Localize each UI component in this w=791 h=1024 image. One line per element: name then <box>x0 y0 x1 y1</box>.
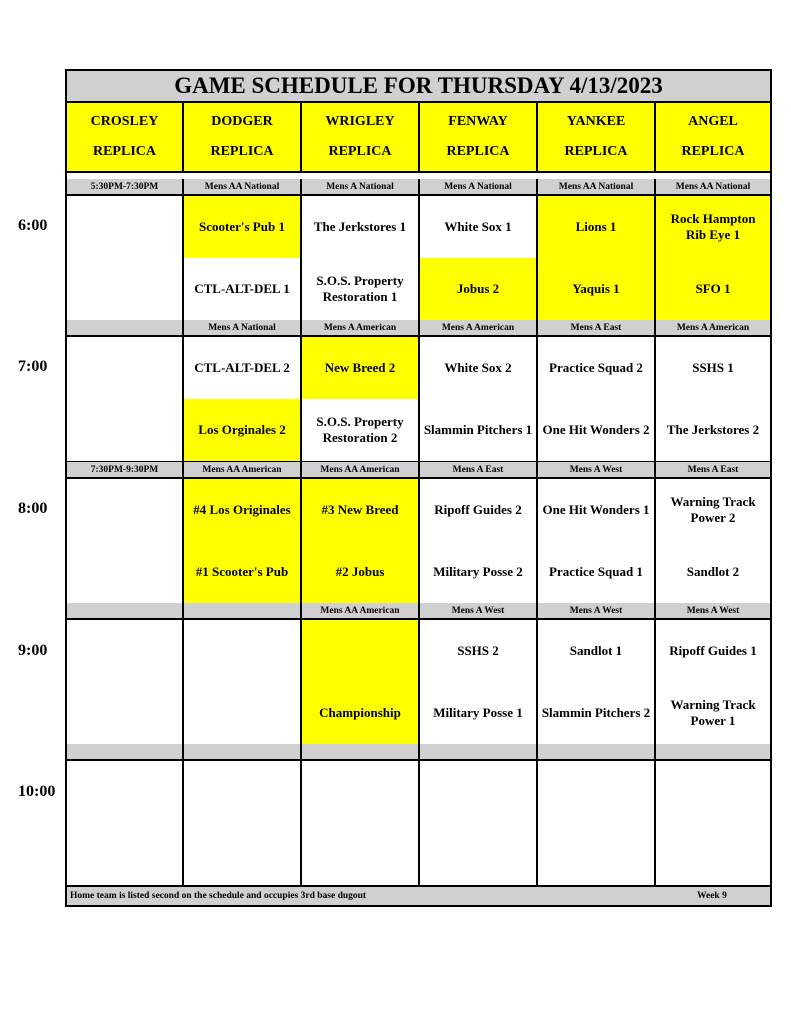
game-team-cell: New Breed 2 <box>302 337 420 399</box>
game-team-cell <box>420 761 538 823</box>
division-label <box>184 603 302 620</box>
game-team-cell: Ripoff Guides 1 <box>669 643 757 658</box>
game-team-cell <box>67 541 184 605</box>
division-label: Mens AA National <box>538 179 656 196</box>
division-label: Mens AA National <box>184 179 302 196</box>
game-team-cell <box>184 620 302 682</box>
game-team-cell <box>67 399 184 463</box>
field-header-fenway <box>420 103 538 173</box>
game-team-cell: #1 Scooter's Pub <box>184 541 302 605</box>
game-team-cell: White Sox 1 <box>420 196 538 258</box>
field-subtitle: REPLICA <box>446 144 510 159</box>
field-subtitle: REPLICA <box>328 144 392 159</box>
division-label: Mens A West <box>538 462 656 479</box>
division-label: Mens A National <box>420 179 538 196</box>
schedule-title: GAME SCHEDULE FOR THURSDAY 4/13/2023 <box>67 71 770 103</box>
game-team-cell: #3 New Breed <box>302 479 420 541</box>
game-team-cell: Military Posse 2 <box>420 541 538 605</box>
division-label <box>184 744 302 761</box>
game-team-cell: #4 Los Originales <box>184 479 302 541</box>
game-team-cell: Championship <box>302 682 420 746</box>
field-name: CROSLEY <box>90 114 159 129</box>
game-team-cell: Sandlot 2 <box>656 541 770 605</box>
field-name: DODGER <box>211 114 273 129</box>
footer-note: Home team is listed second on the schedule and occupies 3rd base dugout <box>70 891 367 901</box>
division-label: 7:30PM-9:30PM <box>67 462 184 479</box>
game-team-cell: The Jerkstores 1 <box>302 196 420 258</box>
game-team-cell <box>420 823 538 887</box>
division-label: Mens AA National <box>656 179 770 196</box>
division-label <box>67 744 184 761</box>
game-team-cell: S.O.S. Property Restoration 1 <box>302 258 420 322</box>
game-team-cell: Slammin Pitchers 1 <box>420 399 538 463</box>
game-team-cell: Rock Hampton Rib Eye 1 <box>656 196 770 258</box>
division-label: 5:30PM-7:30PM <box>67 179 184 196</box>
division-label: Mens A National <box>302 179 420 196</box>
field-name: WRIGLEY <box>325 114 395 129</box>
division-label: Mens A West <box>420 603 538 620</box>
game-team-cell <box>67 479 184 541</box>
field-subtitle: REPLICA <box>210 144 274 159</box>
division-label: Mens A East <box>656 462 770 479</box>
division-label <box>420 744 538 761</box>
time-label: 6:00 <box>18 217 48 234</box>
division-label <box>302 744 420 761</box>
time-label: 7:00 <box>18 358 48 375</box>
field-name: FENWAY <box>448 114 508 129</box>
game-team-cell <box>656 823 770 887</box>
game-team-cell: CTL-ALT-DEL 1 <box>184 258 302 322</box>
game-team-cell <box>67 620 184 682</box>
game-team-cell: One Hit Wonders 1 <box>538 479 656 541</box>
division-label: Mens AA American <box>302 603 420 620</box>
game-team-cell <box>67 196 184 258</box>
time-label: 10:00 <box>18 783 56 800</box>
field-subtitle: REPLICA <box>681 144 745 159</box>
game-team-cell: #2 Jobus <box>302 541 420 605</box>
field-name: ANGEL <box>688 114 738 129</box>
division-label: Mens A National <box>184 320 302 337</box>
field-header-yankee <box>538 103 656 173</box>
time-label: 8:00 <box>18 500 48 517</box>
game-team-cell: Yaquis 1 <box>538 258 656 322</box>
game-team-cell: Slammin Pitchers 2 <box>538 682 656 746</box>
field-subtitle: REPLICA <box>564 144 628 159</box>
division-label: Mens A American <box>656 320 770 337</box>
game-team-cell <box>67 823 184 887</box>
footer-bar <box>67 885 770 905</box>
field-header-angel <box>656 103 770 173</box>
division-label: Mens A American <box>302 320 420 337</box>
game-team-cell: White Sox 2 <box>420 337 538 399</box>
game-team-cell: S.O.S. Property Restoration 2 <box>302 399 420 463</box>
field-header-wrigley <box>302 103 420 173</box>
game-team-cell <box>184 682 302 746</box>
time-label: 9:00 <box>18 642 48 659</box>
field-name: YANKEE <box>566 114 626 129</box>
division-label: Mens A West <box>538 603 656 620</box>
game-team-cell: Los Orginales 2 <box>184 399 302 463</box>
week-label: Week 9 <box>697 891 727 901</box>
field-header-dodger <box>184 103 302 173</box>
game-team-cell <box>302 761 420 823</box>
game-team-cell: One Hit Wonders 2 <box>538 399 656 463</box>
game-team-cell <box>67 258 184 322</box>
game-team-cell <box>656 761 770 823</box>
division-label: Mens A East <box>420 462 538 479</box>
game-team-cell <box>67 337 184 399</box>
game-team-cell: SFO 1 <box>656 258 770 322</box>
division-label: Mens A East <box>538 320 656 337</box>
division-label <box>538 744 656 761</box>
division-label <box>67 320 184 337</box>
game-team-cell: Military Posse 1 <box>420 682 538 746</box>
game-team-cell <box>302 620 420 682</box>
game-team-cell <box>538 823 656 887</box>
field-header-crosley <box>67 103 184 173</box>
game-team-cell <box>184 823 302 887</box>
game-team-cell: SSHS 1 <box>692 360 734 375</box>
game-team-cell <box>67 682 184 746</box>
division-label: Mens A American <box>420 320 538 337</box>
game-team-cell: Practice Squad 2 <box>538 337 656 399</box>
schedule-table <box>65 69 772 907</box>
division-label: Mens AA American <box>302 462 420 479</box>
game-team-cell: Warning Track Power 1 <box>656 682 770 746</box>
division-label: Mens A West <box>656 603 770 620</box>
game-team-cell: Ripoff Guides 2 <box>420 479 538 541</box>
field-subtitle: REPLICA <box>92 144 156 159</box>
game-team-cell: Practice Squad 1 <box>538 541 656 605</box>
division-label: Mens AA American <box>184 462 302 479</box>
game-team-cell <box>538 761 656 823</box>
game-team-cell: Sandlot 1 <box>538 620 656 682</box>
game-team-cell: Scooter's Pub 1 <box>184 196 302 258</box>
game-team-cell: SSHS 2 <box>420 620 538 682</box>
game-team-cell: Lions 1 <box>538 196 656 258</box>
game-team-cell: CTL-ALT-DEL 2 <box>184 337 302 399</box>
game-team-cell: Warning Track Power 2 <box>670 494 756 525</box>
game-team-cell: Jobus 2 <box>420 258 538 322</box>
game-team-cell <box>67 761 184 823</box>
game-team-cell <box>184 761 302 823</box>
game-team-cell: The Jerkstores 2 <box>656 399 770 463</box>
division-label <box>67 603 184 620</box>
division-label <box>656 744 770 761</box>
game-team-cell <box>302 823 420 887</box>
